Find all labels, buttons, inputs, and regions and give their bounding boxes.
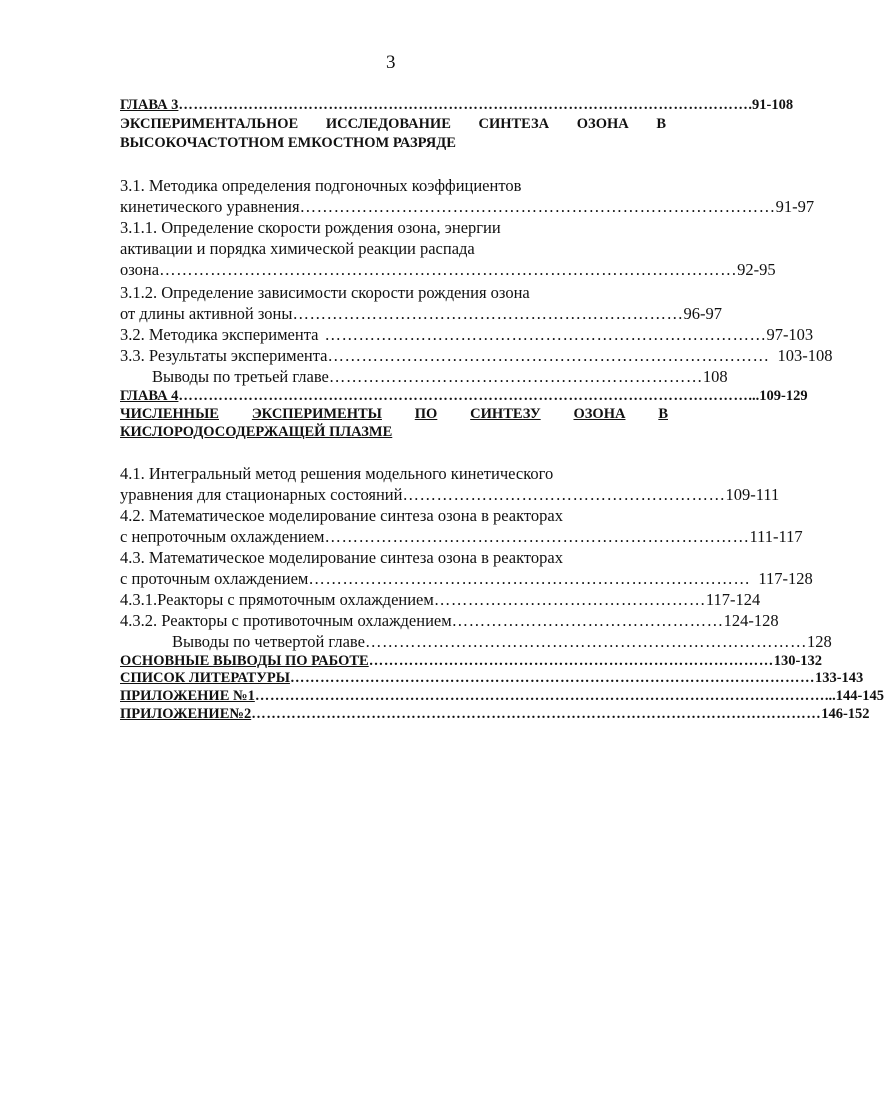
title-word: В: [658, 406, 668, 422]
toc-references: [120, 670, 864, 687]
leader-dots: ……………………………………………………………………………………………………: [251, 706, 822, 722]
chapter-3-label: ГЛАВА 3: [120, 97, 179, 113]
back-matter-label: ПРИЛОЖЕНИЕ №1: [120, 688, 255, 704]
entry-pages: 111-117: [749, 527, 803, 546]
toc-entry-3-1-2-line-2: [120, 304, 722, 324]
leader-dots: ……………………………………………………………: [292, 304, 684, 323]
entry-pages: 108: [702, 367, 728, 386]
title-word: ЭКСПЕРИМЕНТАЛЬНОЕ: [120, 116, 299, 132]
leader-dots: …………………………………………………: [402, 485, 726, 504]
entry-text: Выводы по третьей главе: [152, 367, 329, 386]
leader-dots: ……………………………………………………………………………………………………: [178, 97, 749, 113]
page-number: 3: [386, 52, 396, 73]
entry-text: 3.2. Методика эксперимента: [120, 325, 319, 344]
back-matter-label: СПИСОК ЛИТЕРАТУРЫ: [120, 670, 290, 686]
toc-entry-3-1-1-line-1: 3.1.1. Определение скорости рождения озона, энергии: [120, 218, 501, 237]
leader-dots: …………………………………………………………: [328, 367, 703, 386]
leader-dots: ……………………………………………………………………………………………………: [178, 388, 749, 404]
toc-entry-4-2-line-2: [120, 527, 803, 547]
leader-dots: ……………………………………………………………………: [364, 632, 807, 651]
toc-entry-3-1-line-1: 3.1. Методика определения подгоночных коэффициентов: [120, 176, 522, 195]
title-word: СИНТЕЗА: [478, 116, 550, 132]
title-word: ИССЛЕДОВАНИЕ: [325, 116, 451, 132]
entry-pages: 91-97: [775, 197, 815, 216]
entry-text: 4.3.1.Реакторы с прямоточным охлаждением: [120, 590, 434, 609]
toc-entry-4-3-1: [120, 590, 761, 610]
title-word: СИНТЕЗУ: [470, 406, 541, 422]
toc-entry-4-3-line-2: [120, 569, 813, 589]
chapter-3-title-line-2: ВЫСОКОЧАСТОТНОМ ЕМКОСТНОМ РАЗРЯДЕ: [120, 135, 456, 151]
leader-dots: ……………………………………………………………………: [308, 569, 751, 588]
leader-dots: …………………………………………: [451, 611, 724, 630]
toc-entry-conclusions-3: [152, 367, 728, 387]
entry-pages: 92-95: [737, 260, 776, 279]
entry-text: с проточным охлаждением: [120, 569, 309, 588]
title-word: ОЗОНА: [573, 406, 626, 422]
entry-pages: 128: [806, 632, 832, 651]
entry-pages: 96-97: [683, 304, 722, 323]
title-word: ПО: [414, 406, 438, 422]
toc-entry-4-3-2: [120, 611, 779, 631]
entry-text: Выводы по четвертой главе: [172, 632, 365, 651]
toc-appendix-2: [120, 706, 870, 723]
entry-pages: 97-103: [766, 325, 814, 344]
toc-entry-4-1-line-1: 4.1. Интегральный метод решения модельного кинетического: [120, 464, 554, 483]
title-word: ОЗОНА: [576, 116, 629, 132]
back-matter-label: ПРИЛОЖЕНИЕ№2: [120, 706, 252, 722]
entry-text: озона: [120, 260, 160, 279]
toc-entry-4-3-line-1: 4.3. Математическое моделирование синтеза озона в реакторах: [120, 548, 563, 567]
entry-text: кинетического уравнения: [120, 197, 300, 216]
toc-entry-3-2: [120, 325, 814, 345]
toc-appendix-1: [120, 688, 884, 705]
leader-dots: …………………………………………………………………………………………: [159, 260, 738, 279]
back-matter-pages: 133-143: [814, 670, 864, 686]
toc-entry-4-2-line-1: 4.2. Математическое моделирование синтеза озона в реакторах: [120, 506, 563, 525]
chapter-3-title-line-1: [120, 116, 666, 133]
leader-dots: …………………………………………………………………………: [299, 197, 776, 216]
leader-dots: ……………………………………………………………………: [327, 346, 770, 365]
toc-entry-3-1-line-2: [120, 197, 815, 217]
leader-dots: …………………………………………………………………: [324, 527, 750, 546]
title-word: ЭКСПЕРИМЕНТЫ: [251, 406, 382, 422]
title-word: ЧИСЛЕННЫЕ: [120, 406, 219, 422]
entry-text: 3.3. Результаты эксперимента: [120, 346, 328, 365]
entry-pages: 109-111: [725, 485, 780, 504]
chapter-3-heading: [120, 97, 794, 114]
leader-dots: ……………………………………………………………………………………………………: [254, 688, 825, 704]
title-word: В: [656, 116, 666, 132]
toc-entry-3-3: [120, 346, 833, 366]
leader-dots: ……………………………………………………………………………………………: [289, 670, 815, 686]
toc-entry-3-1-1-line-3: [120, 260, 776, 280]
leader-dots: ……………………………………………………………………: [324, 325, 767, 344]
entry-pages: 124-128: [723, 611, 779, 630]
entry-text: от длины активной зоны: [120, 304, 293, 323]
back-matter-pages: 130-132: [773, 653, 823, 669]
entry-pages: 117-124: [705, 590, 761, 609]
entry-pages: 103-108: [777, 346, 833, 365]
chapter-4-title-line-1: [120, 406, 668, 423]
chapter-4-pages: ...109-129: [748, 388, 808, 404]
chapter-3-pages: .91-108: [748, 97, 794, 113]
chapter-4-label: ГЛАВА 4: [120, 388, 179, 404]
chapter-4-title-line-2: КИСЛОРОДОСОДЕРЖАЩЕЙ ПЛАЗМЕ: [120, 424, 393, 440]
leader-dots: ………………………………………………………………………: [368, 653, 774, 669]
back-matter-pages: ...144-145: [824, 688, 884, 704]
toc-entry-3-1-1-line-2: активации и порядка химической реакции распада: [120, 239, 475, 258]
entry-text: уравнения для стационарных состояний: [120, 485, 403, 504]
back-matter-label: ОСНОВНЫЕ ВЫВОДЫ ПО РАБОТЕ: [120, 653, 369, 669]
toc-entry-3-1-2-line-1: 3.1.2. Определение зависимости скорости рождения озона: [120, 283, 530, 302]
toc-entry-conclusions-4: [172, 632, 832, 652]
entry-text: с непроточным охлаждением: [120, 527, 325, 546]
leader-dots: …………………………………………: [433, 590, 706, 609]
chapter-4-heading: [120, 388, 808, 405]
toc-entry-4-1-line-2: [120, 485, 780, 505]
entry-text: 4.3.2. Реакторы с противоточным охлаждением: [120, 611, 452, 630]
back-matter-pages: 146-152: [821, 706, 870, 722]
toc-conclusions: [120, 653, 823, 670]
entry-pages: 117-128: [758, 569, 813, 588]
